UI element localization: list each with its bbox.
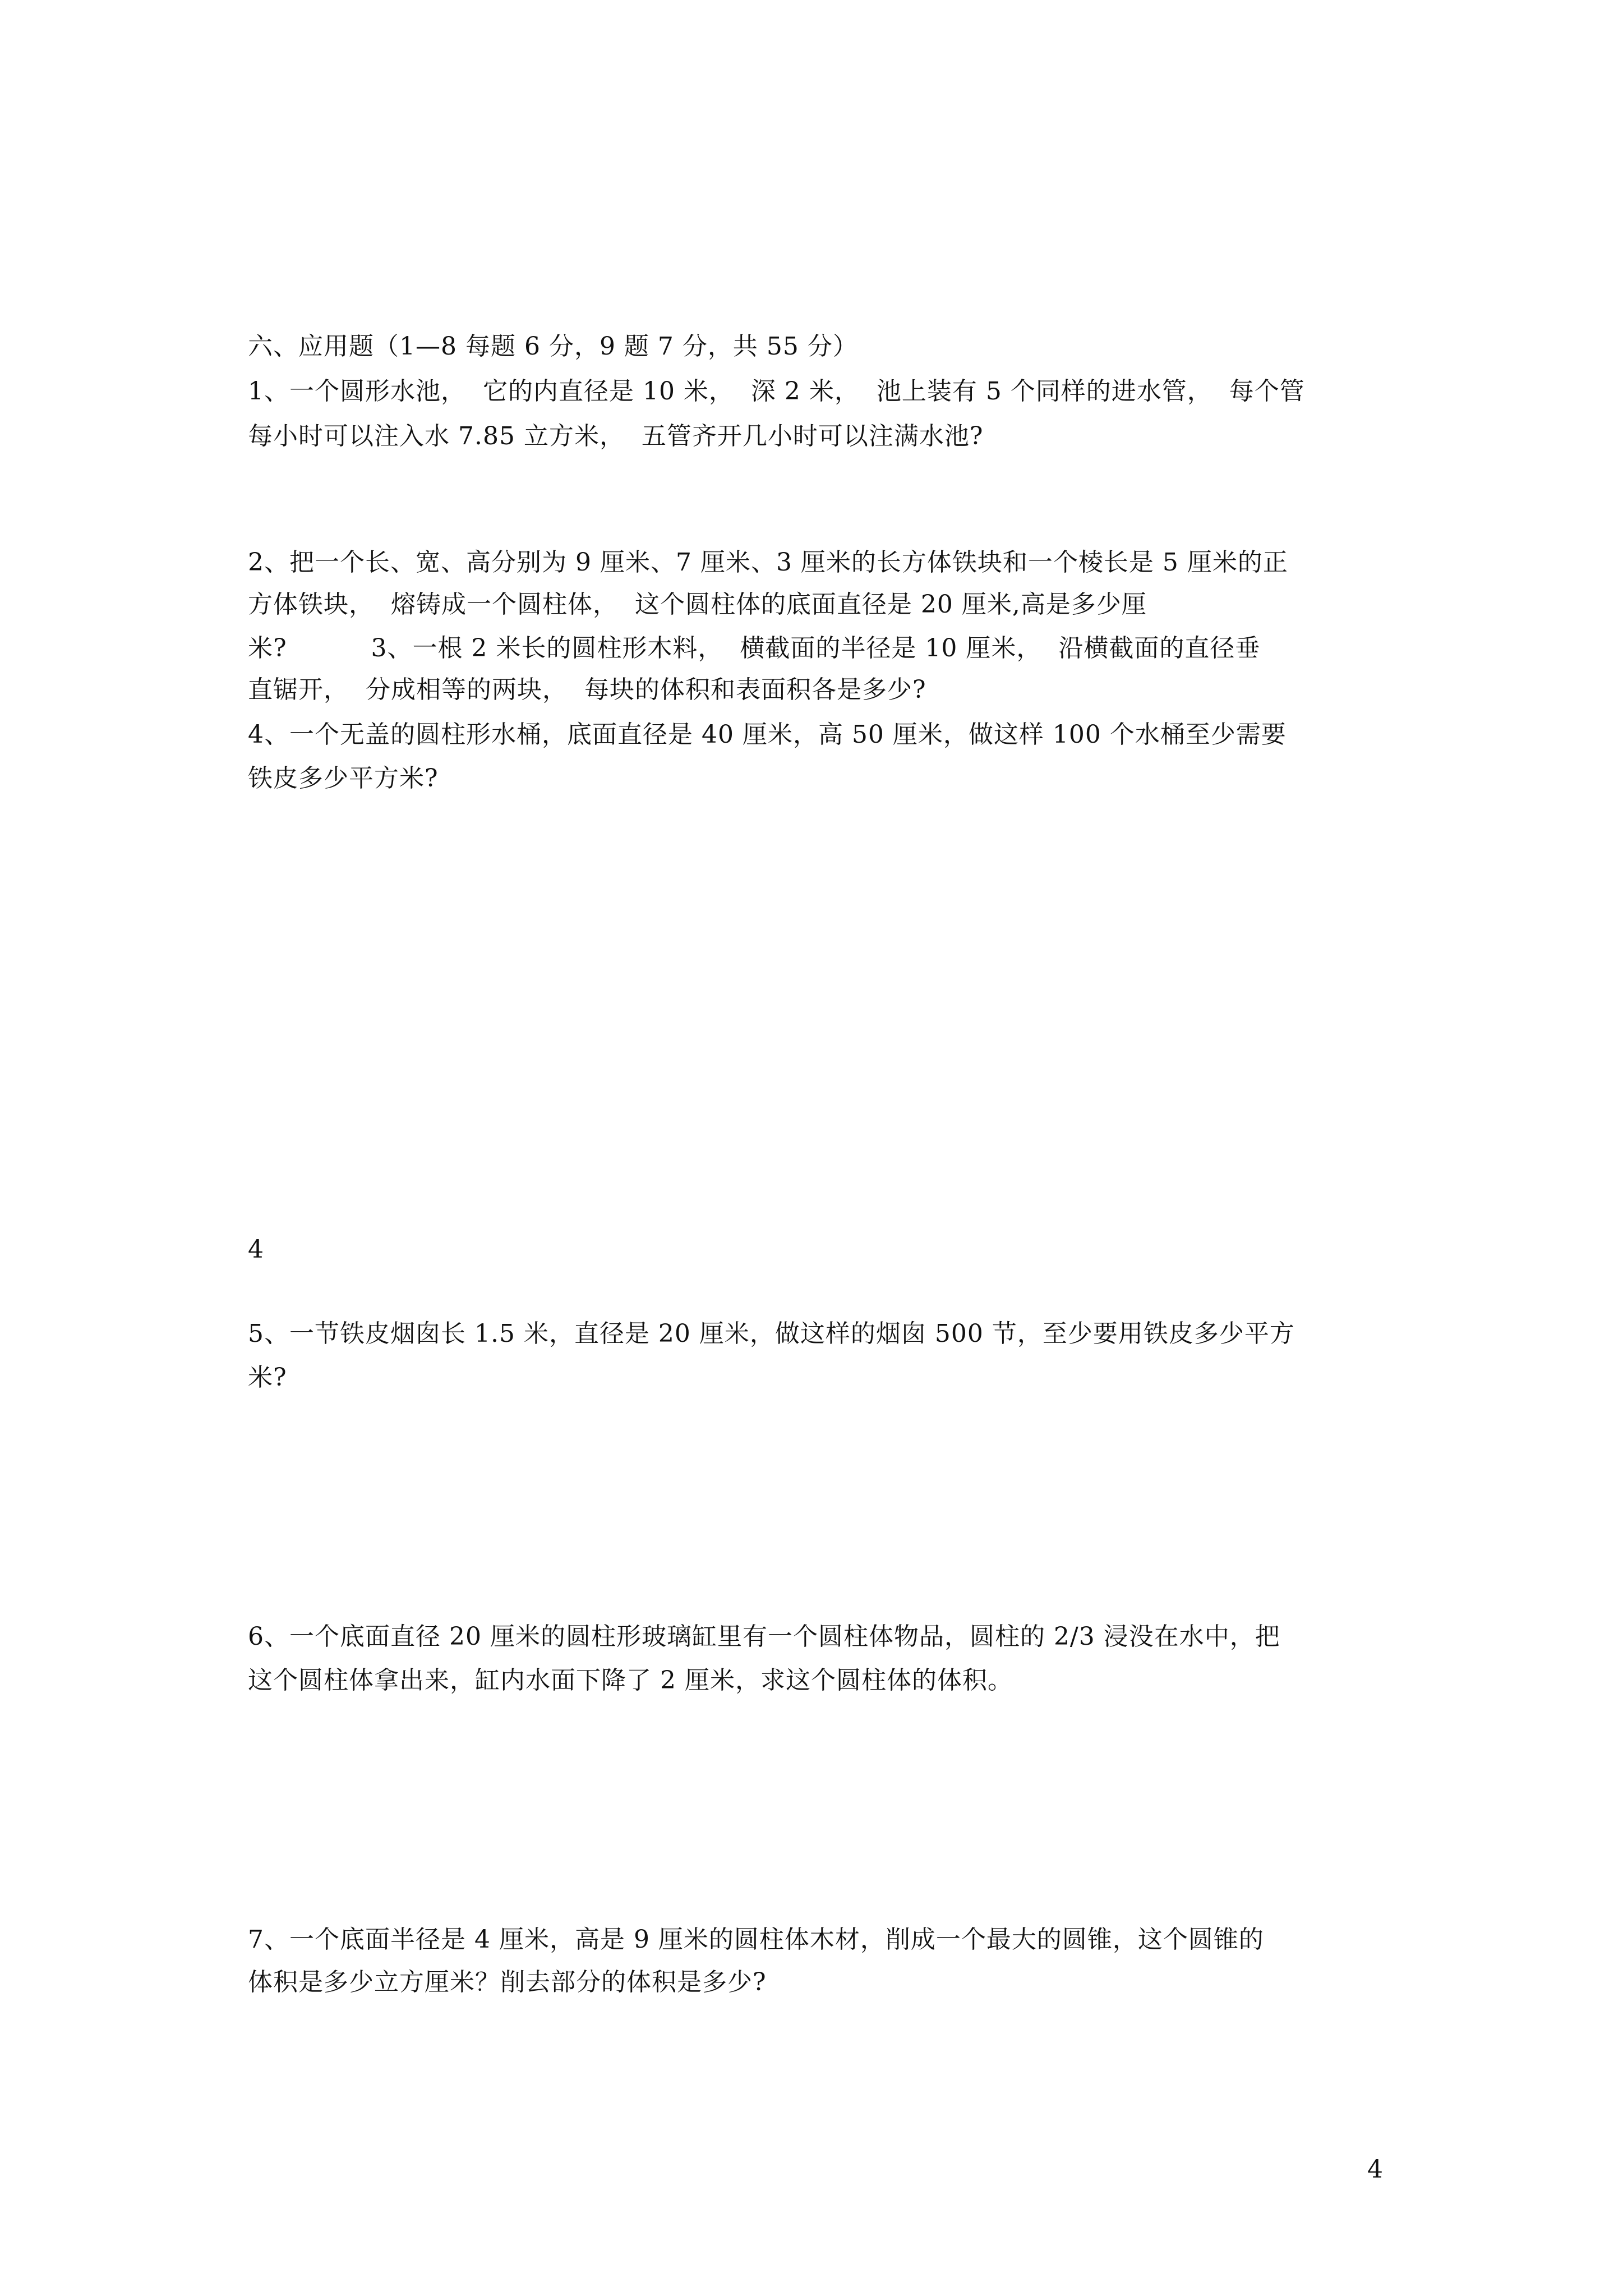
question-2-3-line-3: 米? 3、一根 2 米长的圆柱形木料， 横截面的半径是 10 厘米， 沿横截面的直径垂 — [248, 634, 1261, 662]
question-7-line-1: 7、一个底面半径是 4 厘米，高是 9 厘米的圆柱体木材，削成一个最大的圆锥，这个圆锥的 — [248, 1925, 1264, 1954]
question-6-line-2: 这个圆柱体拿出来，缸内水面下降了 2 厘米，求这个圆柱体的体积。 — [248, 1666, 1013, 1695]
question-4-line-1: 4、一个无盖的圆柱形水桶，底面直径是 40 厘米，高 50 厘米，做这样 100 个水桶至少需要 — [248, 720, 1287, 749]
question-5-line-1: 5、一节铁皮烟囱长 1.5 米，直径是 20 厘米，做这样的烟囱 500 节，至少要用铁皮多少平方 — [248, 1319, 1295, 1348]
section-heading: 六、应用题（1—8 每题 6 分，9 题 7 分，共 55 分） — [248, 332, 858, 361]
question-1-line-1: 1、一个圆形水池， 它的内直径是 10 米， 深 2 米， 池上装有 5 个同样的进水管， 每个管 — [248, 377, 1305, 406]
question-1-line-2: 每小时可以注入水 7.85 立方米， 五管齐开几小时可以注满水池? — [248, 422, 984, 450]
question-2-line-2: 方体铁块， 熔铸成一个圆柱体， 这个圆柱体的底面直径是 20 厘米,高是多少厘 — [248, 590, 1147, 619]
question-5-line-2: 米? — [248, 1363, 287, 1392]
question-6-line-1: 6、一个底面直径 20 厘米的圆柱形玻璃缸里有一个圆柱体物品，圆柱的 2/3 浸没在水中，把 — [248, 1622, 1280, 1651]
stray-page-number: 4 — [248, 1235, 264, 1264]
question-7-line-2: 体积是多少立方厘米？削去部分的体积是多少? — [248, 1968, 767, 1996]
question-2-line-1: 2、把一个长、宽、高分别为 9 厘米、7 厘米、3 厘米的长方体铁块和一个棱长是 5 厘米的正 — [248, 548, 1288, 577]
question-4-line-2: 铁皮多少平方米? — [248, 764, 439, 793]
question-3-line-4: 直锯开， 分成相等的两块， 每块的体积和表面积各是多少? — [248, 675, 926, 704]
page-number: 4 — [1367, 2155, 1383, 2184]
